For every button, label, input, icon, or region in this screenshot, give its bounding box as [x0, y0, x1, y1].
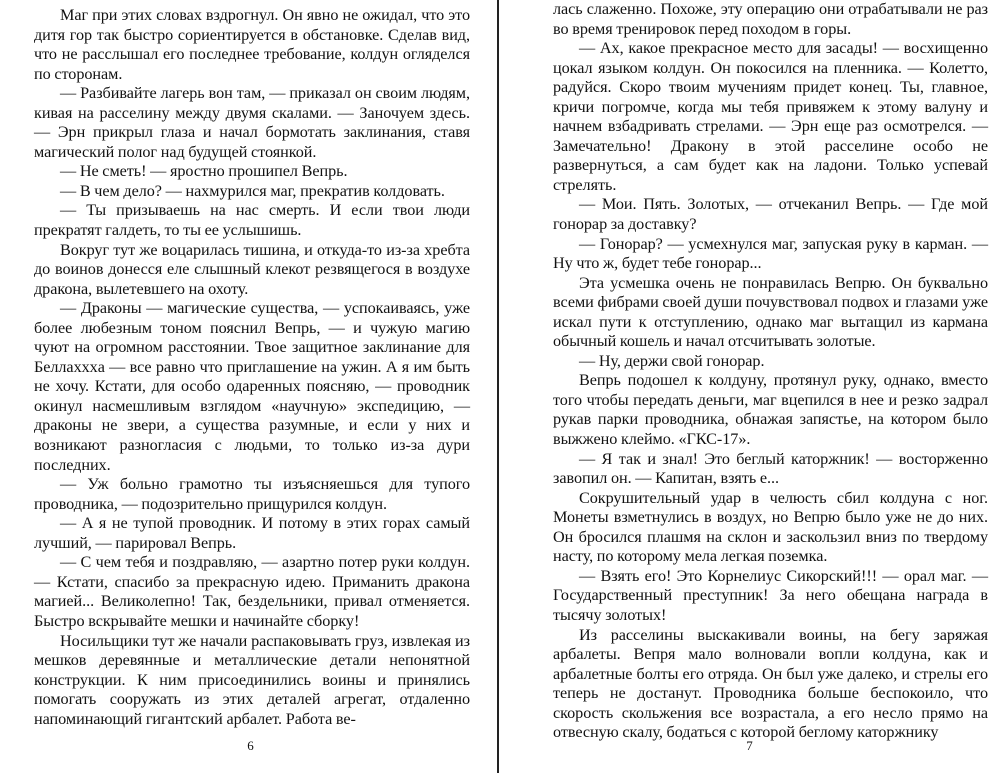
paragraph: — Я так и знал! Это беглый каторжник! — восторженно завопил он. — Капитан, взять е...	[553, 449, 988, 488]
paragraph: — Драконы — магические существа, — успокаиваясь, уже более любезным тоном пояснил Вепрь, — и чужую магию чуют на огромном расстоянии. Твое защитное заклинание для Беллахххa — все равно что приглашение на ужин. А я им быть не хочу. Кстати, для особо одаренных поясняю, — проводник окинул насмешливым взглядом «научную» экспедицию, — драконы не звери, а существа разумные, и если у них и возникают разногласия с людьми, то только из-за дури последних.	[34, 299, 470, 474]
paragraph: — Ну, держи свой гонорар.	[579, 351, 765, 370]
paragraph: — А я не тупой проводник. И потому в этих горах самый лучший, — парировал Вепрь.	[34, 514, 470, 552]
right-page	[499, 0, 1000, 773]
paragraph: — Мои. Пять. Золотых, — отчеканил Вепрь. — Где мой гонорар за доставку?	[553, 195, 988, 234]
right-page-text	[553, 0, 988, 743]
page-number: 7	[746, 738, 753, 753]
paragraph: — Гонорар? — усмехнулся маг, запуская руку в карман. — Ну что ж, будет тебе гонорар...	[553, 234, 988, 273]
paragraph: — В чем дело? — нахмурился маг, прекратив колдовать.	[60, 181, 445, 200]
paragraph: Эта усмешка очень не понравилась Вепрю. Он буквально всеми фибрами своей души почувствовал подвох и глазами уже искал пути к отступлению, однако маг вытащил из кармана обычный кошель и начал отсчитывать золотые.	[553, 273, 988, 351]
paragraph: Маг при этих словах вздрогнул. Он явно не ожидал, что это дитя гор так быстро сориентируется в обстановке. Сделав вид, что не расслышал его последнее требование, колдун огляделся по сторонам.	[34, 6, 470, 83]
paragraph: — Уж больно грамотно ты изъясняешься для тупого проводника, — подозрительно прищурился колдун.	[34, 475, 470, 513]
paragraph: — С чем тебя и поздравляю, — азартно потер руки колдун. — Кстати, спасибо за прекрасную идею. Приманить дракона магией... Великолепно! Так, бездельники, привал отменяется. Быстро вскрывайте мешки и начинайте сборку!	[34, 553, 470, 630]
paragraph-continuation: лась слаженно. Похоже, эту операцию они отрабатывали не раз во время тренировок перед походом в горы.	[553, 0, 988, 38]
paragraph: Сокрушительный удар в челюсть сбил колдуна с ног. Монеты взметнулись в воздух, но Вепрю было уже не до них. Он бросился плашмя на склон и заскользил вниз по твердому насту, по которому мела легкая поземка.	[553, 488, 988, 566]
paragraph: Вепрь подошел к колдуну, протянул руку, однако, вместо того чтобы передать деньги, маг вцепился в нее и резко задрал рукав парки проводника, обнажая запястье, на котором было выжжено клеймо. «ГКС-17».	[553, 371, 988, 449]
paragraph: Носильщики тут же начали распаковывать груз, извлекая из мешков деревянные и металлические детали непонятной конструкции. К ним присоединились воины и принялись помогать сооружать из этих деталей агрегат, отдаленно напоминающий гигантский арбалет. Работа ве-	[34, 631, 470, 728]
paragraph: Вокруг тут же воцарилась тишина, и откуда-то из-за хребта до воинов донесся еле слышный клекот резвящегося в воздухе дракона, вылетевшего на охоту.	[34, 240, 470, 298]
left-page	[0, 0, 497, 773]
paragraph: — Разбивайте лагерь вон там, — приказал он своим людям, кивая на расселину между двумя скалами. — Заночуем здесь. — Эрн прикрыл глаза и начал бормотать заклинания, ставя магический полог над будущей стоянкой.	[34, 84, 470, 161]
paragraph: — Ах, какое прекрасное место для засады! — восхищенно цокал языком колдун. Он покосился на пленника. — Колетто, радуйся. Скоро твоим мучениям придет конец. Ты, главное, кричи погромче, когда мы тебя привяжем к этому валуну и начнем взбадривать стрелами. — Эрн еще раз осмотрелся. — Замечательно! Дракону в этой расселине особо не развернуться, а сам будет как на ладони. Только успевай стрелять.	[553, 39, 988, 194]
page-number: 6	[247, 738, 254, 753]
paragraph: — Ты призываешь на нас смерть. И если твои люди прекратят галдеть, то ты ее услышишь.	[34, 201, 470, 240]
paragraph: — Не сметь! — яростно прошипел Вепрь.	[60, 162, 348, 181]
paragraph: Из расселины выскакивали воины, на бегу заряжая арбалеты. Вепря мало волновали вопли колдуна, как и арбалетные болты его отряда. Он был уже далеко, и стрелы его теперь не достанут. Проводника больше беспокоило, что скорость скольжения все возрастала, а его несло прямо на отвесную скалу, бодаться с которой беглому каторжнику	[553, 625, 988, 742]
paragraph: — Взять его! Это Корнелиус Сикорский!!! — орал маг. — Государственный преступник! За него обещана награда в тысячу золотых!	[553, 566, 988, 624]
left-page-text	[34, 6, 470, 729]
